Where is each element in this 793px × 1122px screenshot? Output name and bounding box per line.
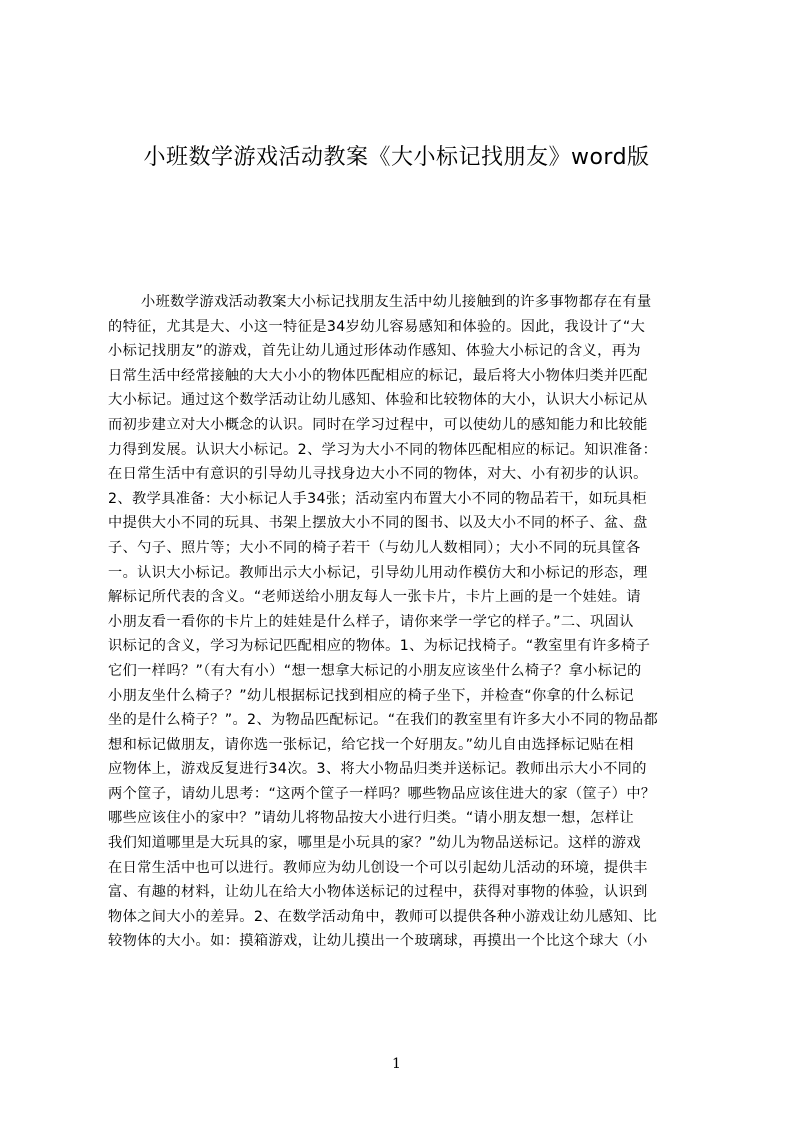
body-line: 想和标记做朋友，请你选一张标记，给它找一个好朋友。”幼儿自由选择标记贴在相 [108, 736, 634, 753]
body-line: 识标记的含义，学习为标记匹配相应的物体。1、为标记找椅子。“教室里有许多椅子 [108, 638, 651, 655]
body-line: 坐的是什么椅子？”。2、为物品匹配标记。“在我们的教室里有许多大小不同的物品都 [108, 712, 659, 729]
body-line: 小朋友坐什么椅子？”幼儿根据标记找到相应的椅子坐下，并检查“你拿的什么标记 [108, 687, 635, 704]
body-line: 子、勺子、照片等；大小不同的椅子若干（与幼儿人数相同）；大小不同的玩具筐各 [108, 539, 641, 556]
body-line: 较物体的大小。如：摸箱游戏，让幼儿摸出一个玻璃球，再摸出一个比这个球大（小 [108, 933, 648, 950]
body-line: 小朋友看一看你的卡片上的娃娃是什么样子，请你来学一学它的样子。”二、巩固认 [108, 613, 634, 630]
page-number: 1 [392, 1056, 401, 1072]
body-line: 两个筐子，请幼儿思考：“这两个筐子一样吗？哪些物品应该住进大的家（筐子）中？ [108, 785, 656, 802]
body-line: 大小标记。通过这个数学活动让幼儿感知、体验和比较物体的大小，认识大小标记从 [108, 392, 648, 409]
body-line: 它们一样吗？”（有大有小）“想一想拿大标记的小朋友应该坐什么椅子？拿小标记的 [108, 662, 642, 679]
body-line: 2、教学具准备：大小标记人手34张；活动室内布置大小不同的物品若干，如玩具柜 [108, 490, 647, 507]
body-line: 中提供大小不同的玩具、书架上摆放大小不同的图书、以及大小不同的杯子、盆、盘 [108, 515, 648, 532]
body-line: 物体之间大小的差异。2、在数学活动角中，教师可以提供各种小游戏让幼儿感知、比 [108, 908, 658, 925]
body-line: 小标记找朋友”的游戏，首先让幼儿通过形体动作感知、体验大小标记的含义，再为 [108, 343, 641, 360]
body-line: 应物体上，游戏反复进行34次。3、将大小物品归类并送标记。教师出示大小不同的 [108, 761, 647, 778]
document-body [108, 290, 700, 954]
body-line: 的特征，尤其是大、小这一特征是34岁幼儿容易感知和体验的。因此，我设计了“大 [108, 318, 646, 335]
body-line: 力得到发展。认识大小标记。2、学习为大小不同的物体匹配相应的标记。知识准备： [108, 441, 658, 458]
body-line: 日常生活中经常接触的大大小小的物体匹配相应的标记，最后将大小物体归类并匹配 [108, 367, 648, 384]
body-line: 一。认识大小标记。教师出示大小标记，引导幼儿用动作模仿大和小标记的形态，理 [108, 564, 648, 581]
body-line: 哪些应该住小的家中？”请幼儿将物品按大小进行归类。“请小朋友想一想，怎样让 [108, 810, 635, 827]
body-line: 而初步建立对大小概念的认识。同时在学习过程中，可以使幼儿的感知能力和比较能 [108, 416, 648, 433]
body-line: 在日常生活中有意识的引导幼儿寻找身边大小不同的物体，对大、小有初步的认识。 [108, 466, 648, 483]
body-line: 富、有趣的材料，让幼儿在给大小物体送标记的过程中，获得对事物的体验，认识到 [108, 884, 648, 901]
body-line: 我们知道哪里是大玩具的家，哪里是小玩具的家？”幼儿为物品送标记。这样的游戏 [108, 835, 641, 852]
body-line: 在日常生活中也可以进行。教师应为幼儿创设一个可以引起幼儿活动的环境，提供丰 [108, 859, 648, 876]
body-line: 解标记所代表的含义。“老师送给小朋友每人一张卡片，卡片上画的是一个娃娃。请 [108, 589, 641, 606]
document-title: 小班数学游戏活动教案《大小标记找朋友》word版 [143, 145, 650, 170]
body-line: 小班数学游戏活动教案大小标记找朋友生活中幼儿接触到的许多事物都存在有量 [141, 294, 652, 310]
